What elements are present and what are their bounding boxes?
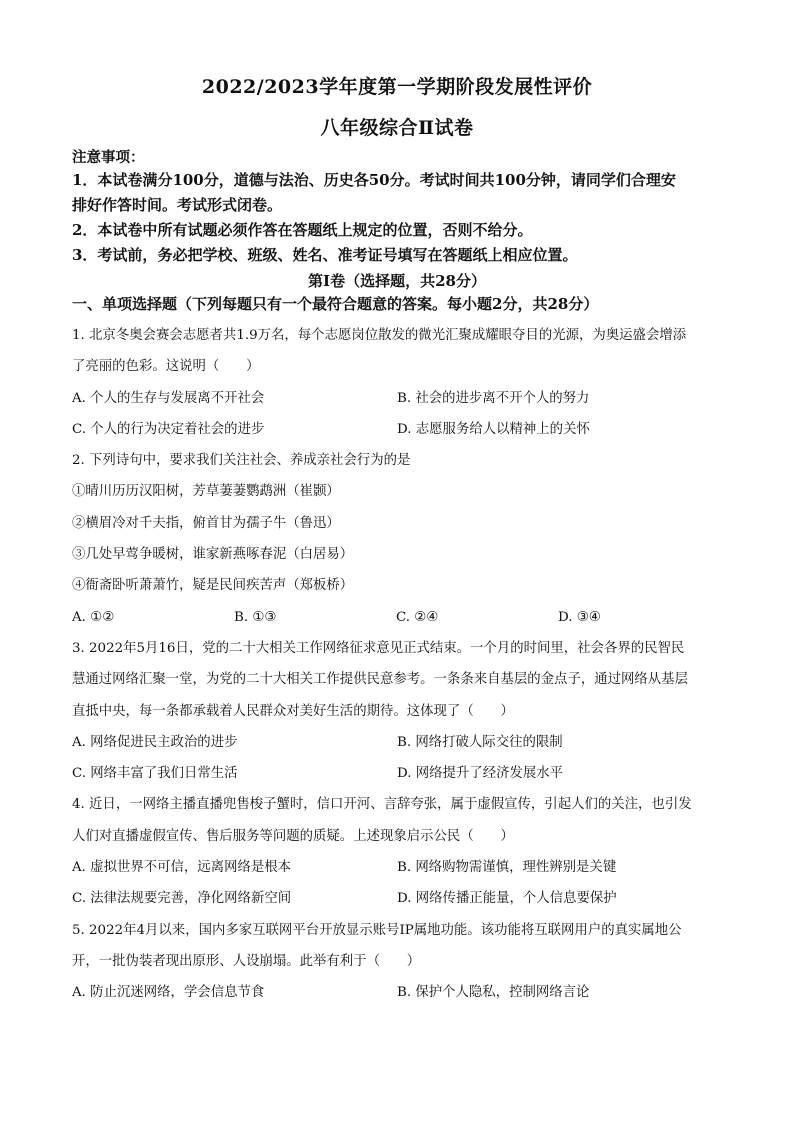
question-stem-line: ③几处早莺争暖树，谁家新燕啄春泥（白居易）	[72, 547, 354, 563]
exam-subtitle: 八年级综合Ⅱ试卷	[320, 117, 474, 139]
question-stem-line: 3. 2022年5月16日，党的二十大相关工作网络征求意见正式结束。一个月的时间里，社会各界的民智民	[72, 640, 685, 656]
question-stem-line: 1. 北京冬奥会赛会志愿者共1.9万名，每个志愿岗位散发的微光汇聚成耀眼夺目的光源，为奥运盛会增添	[72, 328, 687, 343]
option-row	[72, 977, 722, 1008]
part-heading: 一、单项选择题（下列每题只有一个最符合题意的答案。每小题2分，共28分）	[72, 295, 599, 313]
question-stem-line: 直抵中央，每一条都承载着人民群众对美好生活的期待。这体现了（ ）	[72, 703, 514, 719]
option-row	[72, 727, 722, 758]
option-b: B. 保护个人隐私，控制网络言论	[397, 985, 590, 1001]
option-b: B. 网络购物需谨慎，理性辨别是关键	[397, 860, 617, 876]
option-a: A. 个人的生存与发展离不开社会	[72, 390, 265, 406]
question-stem-line: 2. 下列诗句中，要求我们关注社会、养成亲社会行为的是	[72, 453, 411, 469]
question-list	[72, 320, 722, 1009]
question-stem-line: 5. 2022年4月以来，国内多家互联网平台开放显示账号IP属地功能。该功能将互联网用户的真实属地公	[72, 922, 682, 938]
section-title: 第Ⅰ卷（选择题，共28分）	[308, 272, 486, 290]
option-b: B. 网络打破人际交往的限制	[397, 734, 563, 750]
option-row	[72, 852, 722, 883]
option-b: B. ①③	[234, 609, 277, 625]
option-row	[72, 758, 722, 789]
exam-title: 2022/2023学年度第一学期阶段发展性评价	[201, 76, 593, 98]
question-stem-line: 人们对直播虚假宣传、售后服务等问题的质疑。上述现象启示公民（ ）	[72, 828, 514, 844]
option-d: D. 志愿服务给人以精神上的关怀	[397, 421, 590, 437]
option-a: A. 虚拟世界不可信，远离网络是根本	[72, 860, 292, 876]
question-stem-line: ①晴川历历汉阳树，芳草萋萋鹦鹉洲（崔颢）	[72, 484, 340, 500]
question-stem-line: ②横眉冷对千夫指，俯首甘为孺子牛（鲁迅）	[72, 515, 340, 531]
option-row	[72, 383, 722, 414]
question-stem-line: 开，一批伪装者现出原形、人设崩塌。此举有利于（ ）	[72, 953, 421, 969]
option-d: D. 网络提升了经济发展水平	[397, 766, 564, 782]
option-a: A. 网络促进民主政治的进步	[72, 734, 238, 750]
notice-item: 2．本试卷中所有试题必须作答在答题纸上规定的位置，否则不给分。	[72, 221, 533, 239]
question-stem-line: 慧通过网络汇聚一堂，为党的二十大相关工作提供民意参考。一条条来自基层的金点子，通过网络从基层	[72, 672, 688, 688]
notice-item: 排好作答时间。考试形式闭卷。	[72, 196, 283, 214]
option-a: A. 防止沉迷网络，学会信息节食	[72, 985, 265, 1001]
question-stem-line: 4. 近日，一网络主播直播兜售梭子蟹时，信口开河、言辞夸张，属于虚假宣传，引起人们的关注，也引发	[72, 797, 692, 813]
option-c: C. 法律法规要完善，净化网络新空间	[72, 891, 292, 907]
question-3	[72, 633, 722, 789]
option-d: D. 网络传播正能量，个人信息要保护	[397, 891, 617, 907]
option-row	[72, 414, 722, 445]
option-row	[72, 883, 722, 914]
notice-item: 3．考试前，务必把学校、班级、姓名、准考证号填写在答题纸上相应位置。	[72, 246, 578, 264]
question-5	[72, 915, 722, 1009]
notice-heading: 注意事项：	[72, 149, 145, 166]
notice-item: 1．本试卷满分100分，道德与法治、历史各50分。考试时间共100分钟，请同学们合理安	[72, 171, 676, 189]
option-row	[72, 602, 722, 633]
option-c: C. ②④	[396, 609, 439, 625]
question-1	[72, 320, 722, 445]
option-c: C. 个人的行为决定着社会的进步	[72, 421, 265, 437]
question-4	[72, 789, 722, 914]
option-b: B. 社会的进步离不开个人的努力	[397, 390, 590, 406]
notice-block	[72, 148, 732, 268]
question-2	[72, 445, 722, 633]
option-c: C. 网络丰富了我们日常生活	[72, 766, 238, 782]
question-stem-line: 了亮丽的色彩。这说明（ ）	[72, 359, 260, 375]
question-stem-line: ④衙斋卧听萧萧竹，疑是民间疾苦声（郑板桥）	[72, 578, 354, 594]
option-d: D. ③④	[558, 609, 601, 625]
option-a: A. ①②	[72, 609, 115, 625]
